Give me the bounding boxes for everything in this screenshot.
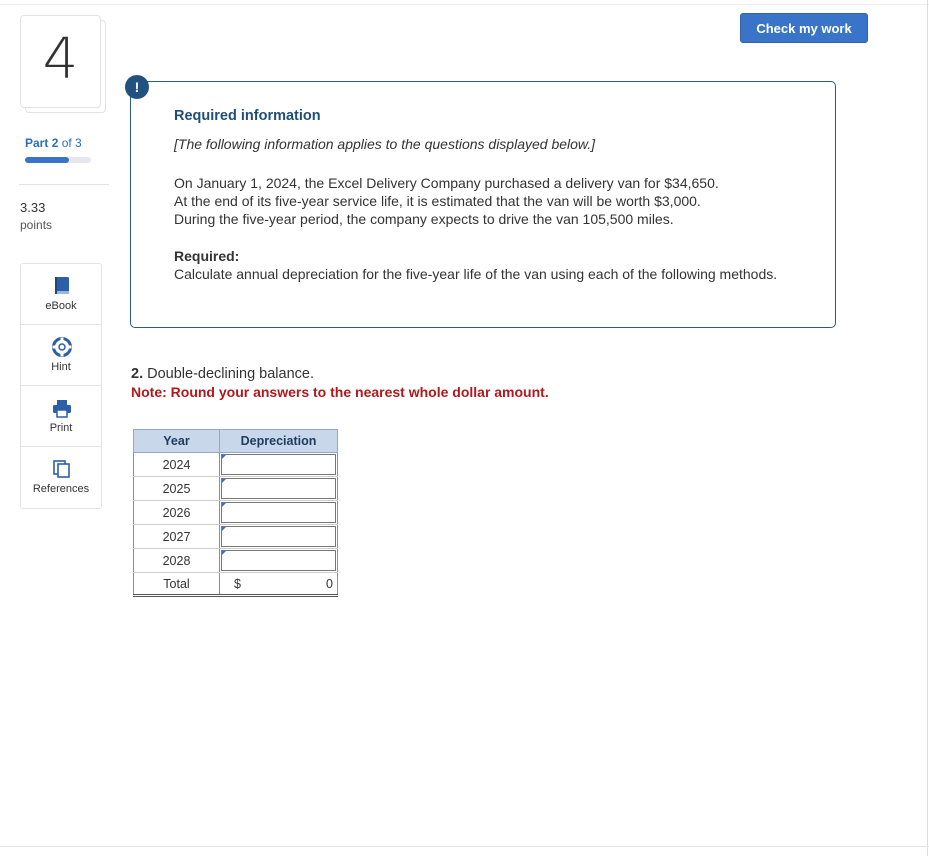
info-line-3: During the five-year period, the company expects to drive the van 105,500 miles. [174, 211, 674, 227]
lifebuoy-icon [52, 337, 72, 357]
year-column-header: Year [134, 430, 220, 453]
depreciation-column-header: Depreciation [220, 430, 338, 453]
table-row [134, 477, 338, 501]
hint-button[interactable] [21, 325, 101, 386]
rounding-note: Note: Round your answers to the nearest whole dollar amount. [131, 384, 549, 400]
right-divider [927, 0, 928, 856]
question-number: 4 [42, 27, 79, 92]
info-paragraph [174, 174, 814, 228]
info-line-1: On January 1, 2024, the Excel Delivery Company purchased a delivery van for $34,650. [174, 175, 719, 191]
ebook-label: eBook [45, 300, 77, 312]
total-amount: 0 [326, 577, 333, 591]
part-indicator [25, 136, 82, 150]
depreciation-cell [220, 501, 338, 525]
check-my-work-button[interactable]: Check my work [740, 13, 868, 43]
depreciation-input-2025[interactable] [221, 478, 336, 499]
depreciation-input-2027[interactable] [221, 526, 336, 547]
printer-icon [52, 398, 72, 418]
depreciation-table [133, 429, 338, 597]
part-of: of 3 [61, 136, 82, 150]
total-row [134, 573, 338, 596]
points-label: points [20, 218, 53, 232]
table-row [134, 501, 338, 525]
required-info-box [130, 81, 836, 328]
depreciation-cell [220, 477, 338, 501]
year-cell: 2027 [134, 525, 220, 549]
depreciation-input-2024[interactable] [221, 454, 336, 475]
table-row [134, 549, 338, 573]
table-row [134, 453, 338, 477]
tools-panel [20, 263, 102, 509]
references-label: References [32, 483, 90, 495]
depreciation-cell [220, 453, 338, 477]
info-italic-note: [The following information applies to the questions displayed below.] [174, 136, 596, 152]
depreciation-cell [220, 525, 338, 549]
left-separator [19, 184, 109, 185]
part-progress-fill [25, 157, 69, 163]
top-divider [0, 4, 929, 5]
book-icon [52, 276, 72, 296]
bottom-divider [0, 846, 929, 847]
print-label: Print [49, 422, 73, 434]
documents-icon [52, 459, 72, 479]
part-progress-bar [25, 157, 91, 163]
total-label: Total [134, 573, 220, 596]
hint-label: Hint [51, 361, 71, 373]
question-part-number: 2. [131, 366, 144, 382]
year-cell: 2028 [134, 549, 220, 573]
print-button[interactable] [21, 386, 101, 447]
part-current: 2 [51, 136, 59, 150]
depreciation-cell [220, 549, 338, 573]
references-button[interactable] [21, 447, 101, 508]
part-prefix: Part [25, 136, 49, 150]
total-cell [220, 573, 338, 596]
question-part-label [131, 366, 314, 382]
total-currency: $ [234, 577, 241, 591]
depreciation-input-2026[interactable] [221, 502, 336, 523]
depreciation-input-2028[interactable] [221, 550, 336, 571]
year-cell: 2026 [134, 501, 220, 525]
table-row [134, 525, 338, 549]
year-cell: 2025 [134, 477, 220, 501]
year-cell: 2024 [134, 453, 220, 477]
alert-icon: ! [125, 75, 149, 99]
ebook-button[interactable] [21, 264, 101, 325]
question-part-text: Double-declining balance. [147, 366, 314, 382]
required-text: Calculate annual depreciation for the five-year life of the van using each of the following methods. [174, 266, 778, 282]
info-title: Required information [174, 108, 321, 124]
points-value: 3.33 [20, 200, 46, 215]
required-label: Required: [174, 248, 240, 264]
table-header-row [134, 430, 338, 453]
info-line-2: At the end of its five-year service life, it is estimated that the van will be worth $3,000. [174, 193, 701, 209]
